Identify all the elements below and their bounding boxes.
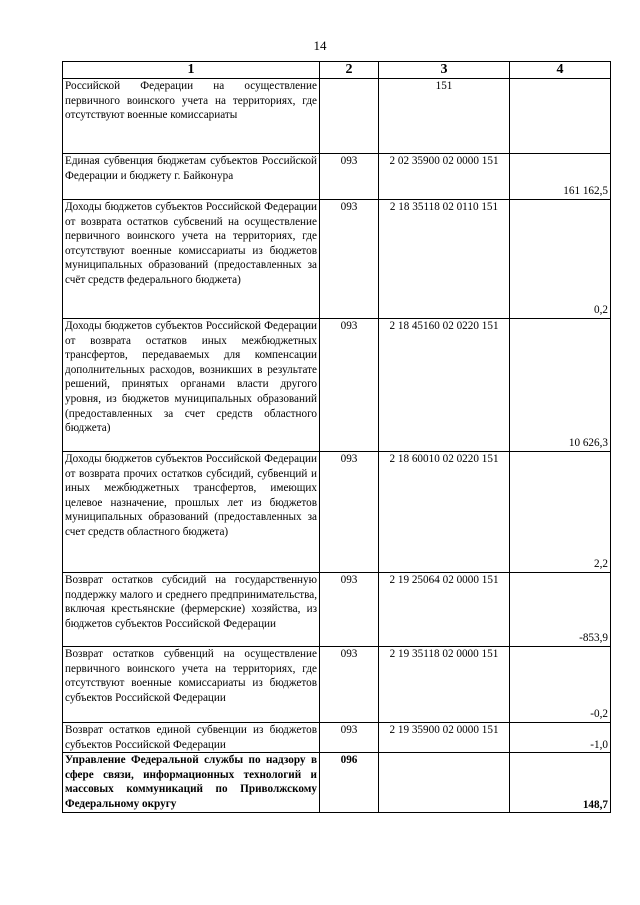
row-admin-code: 093 [320, 647, 379, 723]
table-row [63, 723, 611, 753]
row-amount: -0,2 [510, 647, 611, 723]
table-row [63, 79, 611, 154]
row-name: Единая субвенция бюджетам субъектов Российской Федерации и бюджету г. Байконура [63, 154, 320, 200]
table-row [63, 753, 611, 813]
row-name: Российской Федерации на осуществление первичного воинского учета на территориях, где отсутствуют военные комиссариаты [63, 79, 320, 154]
row-name: Возврат остатков субвенций на осуществление первичного воинского учета на территориях, где отсутствуют военные комиссариаты из бюджетов субъектов Российской Федерации [63, 647, 320, 723]
row-budget-code: 2 18 45160 02 0220 151 [379, 319, 510, 452]
row-name: Доходы бюджетов субъектов Российской Федерации от возврата остатков субсвений на осуществление первичного воинского учета на территориях, где отсутствуют военные комиссариаты из бюджетов муниципальных образований (предоставленных за счёт средств федерального бюджета) [63, 200, 320, 319]
row-amount: 148,7 [510, 753, 611, 813]
row-name: Возврат остатков единой субвенции из бюджетов субъектов Российской Федерации [63, 723, 320, 753]
row-budget-code: 2 19 35118 02 0000 151 [379, 647, 510, 723]
row-amount: 0,2 [510, 200, 611, 319]
budget-table [62, 61, 611, 813]
row-amount [510, 79, 611, 154]
table-header-row [63, 62, 611, 79]
row-admin-code [320, 79, 379, 154]
row-admin-code: 093 [320, 154, 379, 200]
column-header-4: 4 [510, 62, 611, 79]
row-amount: -853,9 [510, 573, 611, 647]
page-number: 14 [313, 38, 327, 53]
row-name: Доходы бюджетов субъектов Российской Федерации от возврата остатков иных межбюджетных трансфертов, передаваемых для компенсации дополнительных расходов, возникших в результате решений, принятых органами власти другого уровня, из бюджетов муниципальных образований (предоставленных за счет средств областного бюджета) [63, 319, 320, 452]
table-row [63, 319, 611, 452]
row-budget-code: 2 19 35900 02 0000 151 [379, 723, 510, 753]
row-budget-code: 151 [379, 79, 510, 154]
table-row [63, 200, 611, 319]
row-admin-code: 093 [320, 319, 379, 452]
row-budget-code: 2 18 35118 02 0110 151 [379, 200, 510, 319]
row-admin-code: 096 [320, 753, 379, 813]
table-row [63, 573, 611, 647]
row-budget-code: 2 19 25064 02 0000 151 [379, 573, 510, 647]
column-header-2: 2 [320, 62, 379, 79]
table-row [63, 647, 611, 723]
row-amount: 10 626,3 [510, 319, 611, 452]
table-row [63, 452, 611, 573]
row-name: Управление Федеральной службы по надзору в сфере связи, информационных технологий и массовых коммуникаций по Приволжскому Федеральному округу [63, 753, 320, 813]
row-admin-code: 093 [320, 200, 379, 319]
row-admin-code: 093 [320, 452, 379, 573]
row-name: Доходы бюджетов субъектов Российской Федерации от возврата прочих остатков субсидий, субвенций и иных межбюджетных трансфертов, имеющих целевое назначение, прошлых лет из бюджетов муниципальных образований (предоставленных за счет средств областного бюджета) [63, 452, 320, 573]
column-header-3: 3 [379, 62, 510, 79]
table-row [63, 154, 611, 200]
row-amount: 161 162,5 [510, 154, 611, 200]
row-budget-code: 2 18 60010 02 0220 151 [379, 452, 510, 573]
row-amount: 2,2 [510, 452, 611, 573]
row-budget-code [379, 753, 510, 813]
row-admin-code: 093 [320, 573, 379, 647]
row-admin-code: 093 [320, 723, 379, 753]
row-budget-code: 2 02 35900 02 0000 151 [379, 154, 510, 200]
row-amount: -1,0 [510, 723, 611, 753]
row-name: Возврат остатков субсидий на государственную поддержку малого и среднего предпринимательства, включая крестьянские (фермерские) хозяйства, из бюджетов субъектов Российской Федерации [63, 573, 320, 647]
column-header-1: 1 [63, 62, 320, 79]
